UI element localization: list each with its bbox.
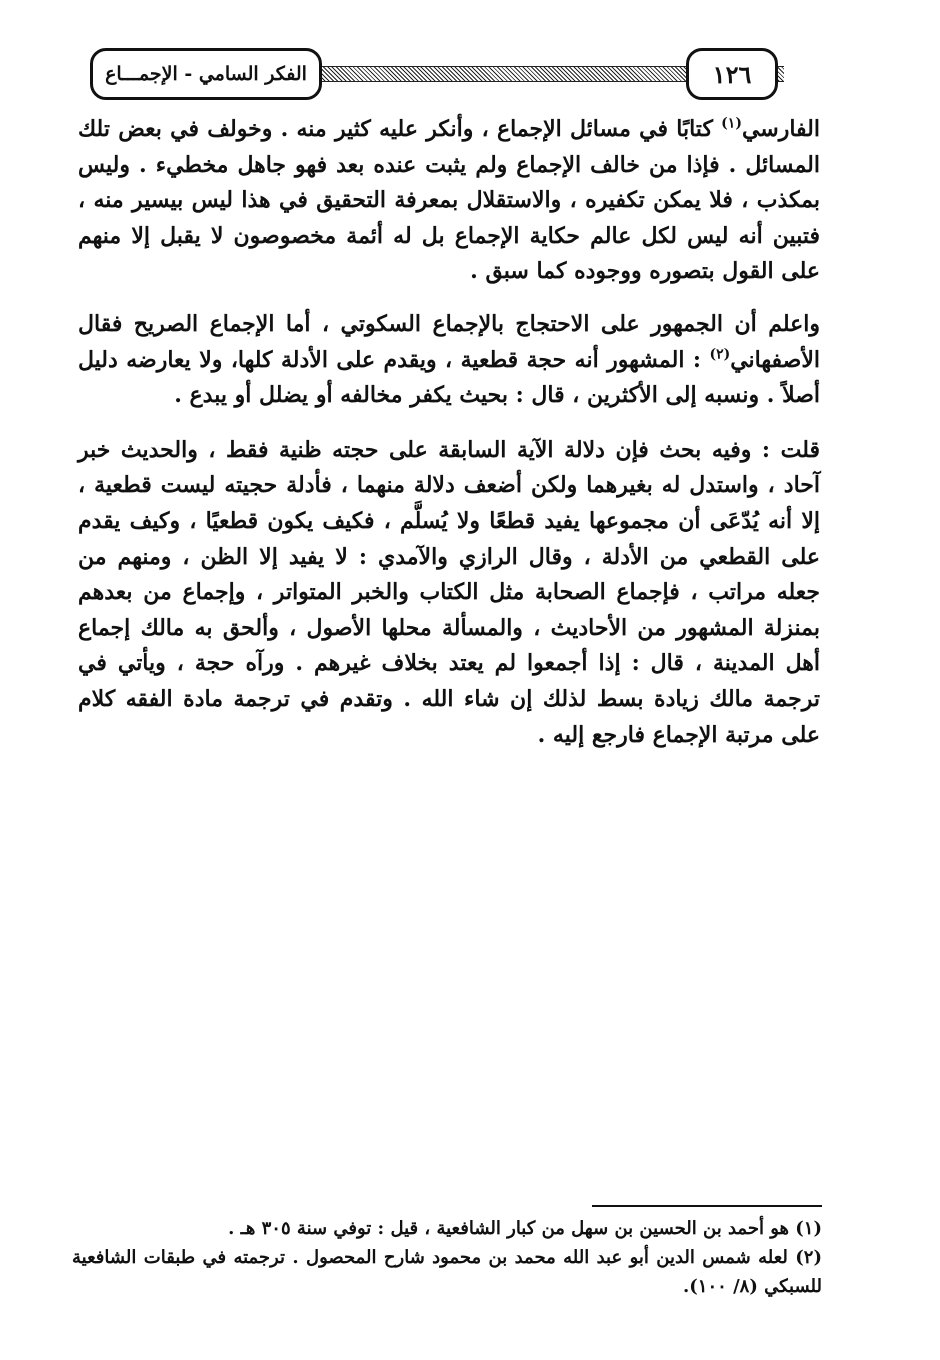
page-number: ١٢٦ — [686, 48, 778, 100]
footnote-2: (٢) لعله شمس الدين أبو عبد الله محمد بن محمود شارح المحصول . ترجمته في طبقات الشافعية للسبكي (٨/ ١٠٠). — [72, 1247, 822, 1297]
footnote-ref-2: (٢) — [709, 346, 731, 363]
paragraph-1-text-b: كتابًا في مسائل الإجماع ، وأنكر عليه كثير منه . وخولف في بعض تلك المسائل . فإذا من خالف الإجماع ولم يثبت عنده بعد فهو جاهل مخطيء . وليس بمكذب ، فلا يمكن تكفيره ، والاستقلال بمعرفة التحقيق في هذا ليس بيسير منه ، فتبين أنه ليس لكل عالم حكاية الإجماع بل له أئمة مخصوصون لا يقبل إلا منهم على القول بتصوره ووجوده كما سبق . — [78, 116, 820, 285]
paragraph-1 — [78, 112, 820, 290]
footnote-1: (١) هو أحمد بن الحسين بن سهل من كبار الشافعية ، قيل : توفي سنة ٣٠٥ هـ . — [228, 1218, 822, 1239]
footnote-divider — [592, 1205, 822, 1207]
page-header — [72, 44, 824, 104]
paragraph-2 — [78, 307, 820, 414]
paragraph-2-text-a: واعلم أن الجمهور على الاحتجاج بالإجماع السكوتي ، أما الإجماع الصريح فقال الأصفهاني — [78, 310, 820, 373]
footnote-ref-1: (١) — [721, 115, 742, 132]
running-title: الفكر السامي - الإجمـــاع — [90, 48, 322, 100]
paragraph-1-text-a: الفارسي — [741, 116, 820, 142]
main-text — [78, 112, 820, 753]
paragraph-2-text-b: : المشهور أنه حجة قطعية ، ويقدم على الأدلة كلها، ولا يعارضه دليل أصلاً . ونسبه إلى الأكثرين ، قال : بحيث يكفر مخالفه أو يضلل أو يبدع . — [78, 346, 820, 409]
paragraph-3: قلت : وفيه بحث فإن دلالة الآية السابقة على حجته ظنية فقط ، والحديث خبر آحاد ، واستدل له بغيرهما ولكن أضعف دلالة منهما ، فأدلة حجيته ليست قطعية ، إلا أنه يُدّعَى أن مجموعها يفيد قطعًا ولا يُسلَّم ، فكيف يكون قطعيًا ، وكيف يقدم على القطعي من الأدلة ، وقال الرازي والآمدي : لا يفيد إلا الظن ، ومنهم من جعله مراتب ، فإجماع الصحابة مثل الكتاب والخبر المتواتر ، وإجماع من بعدهم بمنزلة المشهور من الأحاديث ، والمسألة محلها الأصول ، وألحق به مالك إجماع أهل المدينة ، قال : إذا أجمعوا لم يعتد بخلاف غيرهم . ورآه حجة ، ويأتي في ترجمة مالك زيادة بسط لذلك إن شاء الله . وتقدم في ترجمة مادة الفقه كلام على مرتبة الإجماع فارجع إليه . — [78, 436, 820, 748]
footnotes — [72, 1214, 822, 1301]
